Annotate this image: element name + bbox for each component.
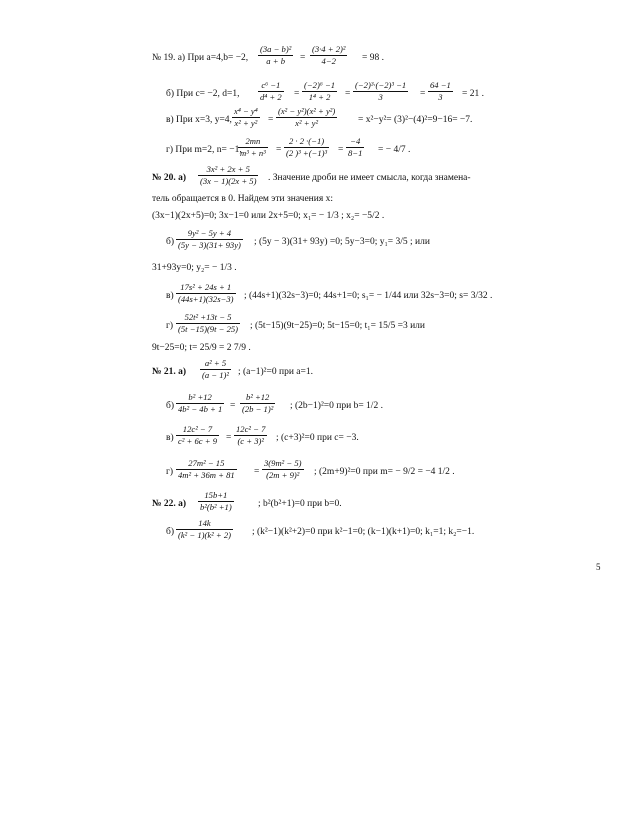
line-22a (0, 490, 638, 520)
equals-sign: = (268, 115, 274, 125)
denominator: m³ + n³ (240, 148, 266, 158)
fraction (276, 106, 337, 129)
denominator: (k² − 1)(k² + 2) (178, 530, 232, 540)
line-tail: = 98 . (362, 53, 384, 63)
numerator: 15b+1 (204, 490, 228, 500)
equals-sign: = (420, 89, 426, 99)
numerator: 27m² − 15 (188, 458, 225, 468)
fraction (238, 136, 268, 159)
line-21b (0, 392, 638, 422)
line-tail: ; (k²−1)(k²+2)=0 при k²−1=0; (k−1)(k+1)=0; k₁=1; k₂=−1. (252, 527, 475, 537)
numerator: 14k (198, 518, 211, 528)
fraction (200, 358, 231, 381)
line-tail: ; (5t−15)(9t−25)=0; 5t−15=0; t₁= 15/5 =3 или (250, 321, 425, 331)
line-tail: = x²−y²= (3)²−(4)²=9−16= −7. (358, 115, 473, 125)
line-label: 31+93y=0; y₂= − 1/3 . (152, 263, 237, 273)
equals-sign: = (254, 467, 260, 477)
denominator: x² + y² (232, 117, 260, 129)
fraction (353, 80, 408, 103)
denominator: 1⁴ + 2 (302, 91, 337, 103)
numerator: (x² − y²)(x² + y²) (278, 106, 336, 116)
numerator: c⁶ −1 (261, 80, 281, 90)
line-22b (0, 518, 638, 548)
denominator: 4m² + 36m + 81 (178, 470, 235, 480)
line-20g (0, 312, 638, 342)
line-tail: ; (c+3)²=0 при c= −3. (276, 433, 359, 443)
line-20g-cont (0, 342, 638, 356)
line-tail: . Значение дроби не имеет смысла, когда знамена- (268, 173, 471, 183)
line-label: г) (166, 321, 174, 331)
fraction (284, 136, 329, 159)
denominator: (5t −15)(9t − 25) (178, 324, 239, 334)
line-20a-solution (0, 210, 638, 224)
fraction (176, 424, 219, 447)
denominator: x² + y² (276, 117, 337, 129)
page-number: 5 (596, 562, 601, 572)
fraction (232, 106, 260, 129)
equals-sign: = (276, 145, 282, 155)
line-21a (0, 358, 638, 388)
line-label: в) (166, 433, 174, 443)
numerator: 3(9m² − 5) (264, 458, 302, 468)
numerator: 9y² − 5y + 4 (187, 228, 232, 238)
fraction (176, 228, 243, 251)
line-label: (3x−1)(2x+5)=0; 3x−1=0 или 2x+5=0; x₁= − 1/3 ; x₂= −5/2 . (152, 211, 385, 221)
fraction (240, 392, 275, 415)
line-label: б) (166, 237, 174, 247)
denominator: (c + 3)² (234, 435, 267, 447)
line-label: г) При m=2, n= −1, (166, 145, 242, 155)
fraction (176, 518, 233, 541)
denominator: c² + 6c + 9 (178, 436, 217, 446)
line-label: тель обращается в 0. Найдем эти значения x: (152, 194, 333, 204)
denominator: (5y − 3)(31+ 93y) (178, 240, 241, 250)
line-19v (0, 106, 638, 136)
numerator: 2mn (245, 136, 261, 146)
numerator: −4 (350, 136, 361, 146)
line-20b (0, 228, 638, 258)
denominator: a + b (258, 55, 293, 67)
line-label: б) (166, 527, 174, 537)
denominator: 4b² − 4b + 1 (178, 404, 223, 414)
fraction (176, 458, 237, 481)
line-tail: ; b²(b²+1)=0 при b=0. (258, 499, 342, 509)
line-tail: ; (2m+9)²=0 при m= − 9/2 = −4 1/2 . (314, 467, 455, 477)
line-tail: ; (44s+1)(32s−3)=0; 44s+1=0; s₁= − 1/44 или 32s−3=0; s= 3/32 . (244, 291, 493, 301)
fraction (428, 80, 453, 103)
numerator: (3·4 + 2)² (312, 44, 346, 54)
denominator: 4−2 (310, 55, 347, 67)
line-20v (0, 282, 638, 312)
fraction (262, 458, 304, 481)
line-19g (0, 136, 638, 166)
line-21v (0, 424, 638, 454)
denominator: b²(b² +1) (200, 502, 232, 512)
fraction (176, 282, 236, 305)
numerator: 17s² + 24s + 1 (180, 282, 232, 292)
denominator: (2b − 1)² (242, 404, 274, 414)
line-21g (0, 458, 638, 488)
numerator: x⁴ − y⁴ (234, 106, 258, 116)
denominator: (2 )³ +(−1)³ (286, 148, 328, 158)
fraction (258, 44, 293, 67)
fraction (198, 164, 258, 187)
equals-sign: = (226, 433, 232, 443)
denominator: 3 (428, 91, 453, 103)
line-20b-cont (0, 262, 638, 276)
denominator: 8−1 (348, 148, 363, 158)
line-label: № 22. а) (152, 499, 187, 509)
line-label: № 21. а) (152, 367, 187, 377)
line-label: 9t−25=0; t= 25/9 = 2 7/9 . (152, 343, 251, 353)
denominator: 3 (353, 91, 408, 103)
numerator: (−2)⁶ −1 (304, 80, 336, 90)
fraction (234, 424, 267, 447)
numerator: 2 · 2 ·(−1) (288, 136, 325, 146)
line-tail: ; (a−1)²=0 при a=1. (238, 367, 313, 377)
equals-sign: = (300, 53, 306, 63)
line-tail: ; (5y − 3)(31+ 93y) =0; 5y−3=0; y₁= 3/5 ; или (254, 237, 430, 247)
line-label: б) При c= −2, d=1, (166, 89, 240, 99)
numerator: (3a − b)² (260, 44, 292, 54)
line-tail: = − 4/7 . (378, 145, 411, 155)
numerator: (−2)³·(−2)³ −1 (355, 80, 407, 90)
numerator: a² + 5 (204, 358, 227, 368)
line-tail: ; (2b−1)²=0 при b= 1/2 . (290, 401, 383, 411)
denominator: (2m + 9)² (262, 469, 304, 481)
numerator: 12c² − 7 (236, 424, 266, 434)
fraction (198, 490, 234, 513)
line-19a (0, 44, 638, 74)
fraction (176, 392, 224, 415)
line-label: № 19. а) При a=4,b= −2, (152, 53, 249, 63)
numerator: b² +12 (188, 392, 212, 402)
numerator: 64 −1 (430, 80, 451, 90)
line-label: г) (166, 467, 174, 477)
numerator: 52t² +13t − 5 (184, 312, 232, 322)
fraction (310, 44, 347, 67)
fraction (346, 136, 364, 159)
line-text (0, 193, 638, 207)
fraction (176, 312, 240, 335)
numerator: 12c² − 7 (182, 424, 213, 434)
numerator: 3x² + 2x + 5 (206, 164, 250, 174)
denominator: (44s+1)(32s−3) (178, 294, 234, 304)
line-label: № 20. а) (152, 173, 187, 183)
fraction (258, 80, 284, 103)
line-tail: = 21 . (462, 89, 484, 99)
line-label: б) (166, 401, 174, 411)
equals-sign: = (230, 401, 236, 411)
line-label: в) При x=3, y=4, (166, 115, 232, 125)
equals-sign: = (338, 145, 344, 155)
line-label: в) (166, 291, 174, 301)
equals-sign: = (345, 89, 351, 99)
equals-sign: = (294, 89, 300, 99)
denominator: (a − 1)² (202, 370, 229, 380)
denominator: (3x − 1)(2x + 5) (200, 176, 257, 186)
numerator: b² +12 (245, 392, 270, 402)
fraction (302, 80, 337, 103)
denominator: d⁴ + 2 (260, 92, 282, 102)
line-20a (0, 164, 638, 194)
